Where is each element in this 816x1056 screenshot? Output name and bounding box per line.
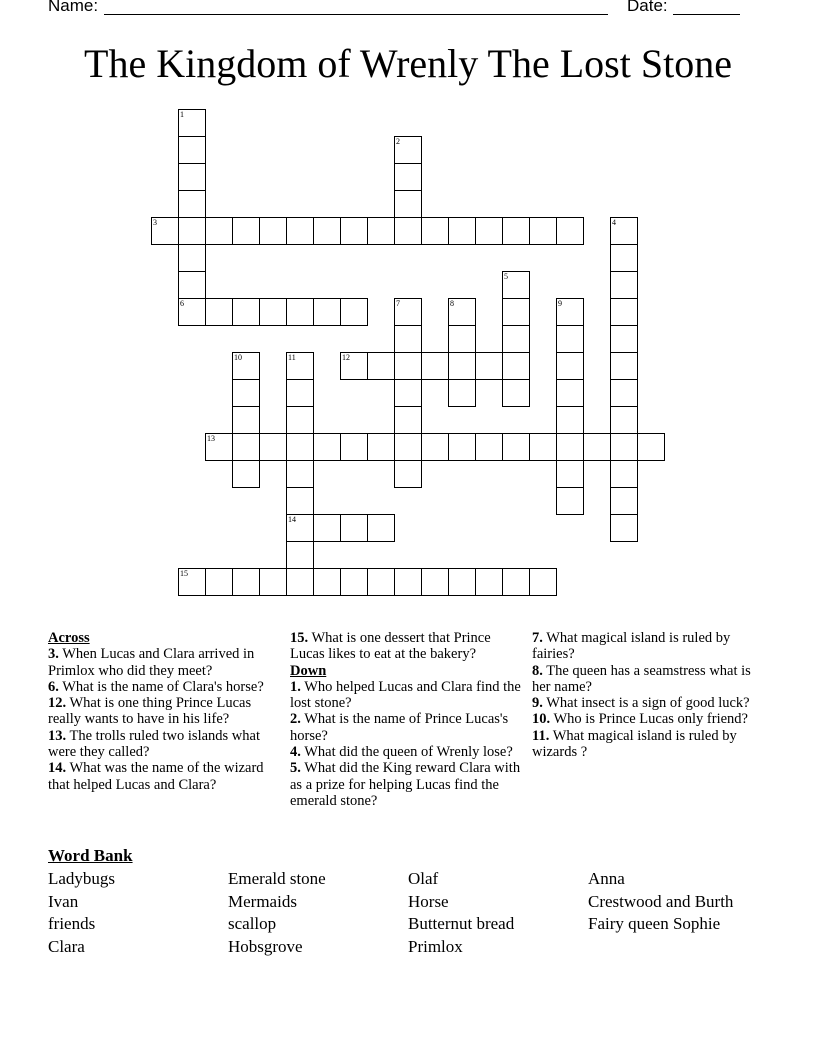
crossword-cell[interactable] [367,514,395,542]
clue-number: 6 [180,299,184,308]
crossword-cell[interactable] [421,217,449,245]
clue-down-4: 4. What did the queen of Wrenly lose? [290,744,513,761]
crossword-cell[interactable] [475,568,503,596]
crossword-cell[interactable] [286,406,314,434]
crossword-cell[interactable] [610,298,638,326]
crossword-cell[interactable] [502,217,530,245]
crossword-cell[interactable] [610,244,638,272]
crossword-cell[interactable] [502,568,530,596]
crossword-cell[interactable] [286,433,314,461]
clue-across-6: 6. What is the name of Clara's horse? [48,678,264,695]
page-title: The Kingdom of Wrenly The Lost Stone [84,41,732,86]
word-bank-word: Hobsgrove [228,937,303,956]
crossword-cell[interactable] [448,379,476,407]
crossword-cell[interactable] [556,352,584,380]
word-bank-word: Clara [48,937,85,956]
crossword-cell[interactable] [367,217,395,245]
crossword-cell[interactable] [610,514,638,542]
crossword-cell[interactable] [610,271,638,299]
crossword-cell[interactable] [286,568,314,596]
crossword-cell[interactable] [394,325,422,353]
crossword-cell[interactable] [529,433,557,461]
crossword-cell[interactable] [340,514,368,542]
crossword-cell[interactable] [502,379,530,407]
crossword-cell[interactable] [286,217,314,245]
clues-column-3 [532,630,770,760]
crossword-cell[interactable] [178,271,206,299]
clue-number: 11 [288,353,296,362]
clue-number: 13 [207,434,215,443]
crossword-cell[interactable] [556,379,584,407]
clue-down-8: 8. The queen has a seamstress what is her name? [532,662,751,695]
clues-column-1 [48,630,284,793]
crossword-cell[interactable] [448,433,476,461]
crossword-cell[interactable] [340,433,368,461]
word-bank-word: Anna [588,869,625,888]
crossword-cell[interactable] [367,352,395,380]
clue-number: 10 [234,353,242,362]
crossword-cell[interactable] [448,217,476,245]
word-bank-word: Crestwood and Burth [588,892,734,911]
crossword-cell[interactable] [502,352,530,380]
crossword-cell[interactable] [178,190,206,218]
clue-number: 9 [558,299,562,308]
crossword-cell[interactable] [286,487,314,515]
crossword-cell[interactable] [178,217,206,245]
crossword-cell[interactable] [340,217,368,245]
crossword-cell[interactable] [502,298,530,326]
crossword-cell[interactable] [232,568,260,596]
crossword-cell[interactable] [421,568,449,596]
clue-across-12: 12. What is one thing Prince Lucas really wants to have in his life? [48,695,252,728]
crossword-cell[interactable] [394,433,422,461]
clue-number: 1 [180,110,184,119]
clue-number: 8 [450,299,454,308]
crossword-cell[interactable] [232,217,260,245]
clue-across-14: 14. What was the name of the wizard that helped Lucas and Clara? [48,760,264,793]
crossword-cell[interactable] [394,379,422,407]
clue-down-7: 7. What magical island is ruled by fairies? [532,630,731,663]
name-label: Name: [48,0,99,15]
crossword-cell[interactable] [340,568,368,596]
word-bank-word: Mermaids [228,892,297,911]
crossword-cell[interactable] [205,568,233,596]
crossword-cell[interactable] [556,433,584,461]
crossword-cell[interactable] [232,298,260,326]
clue-down-5: 5. What did the King reward Clara with as a prize for helping Lucas find the emerald stone? [290,760,521,809]
word-bank-word: scallop [228,914,277,933]
crossword-cell[interactable] [232,433,260,461]
crossword-cell[interactable] [421,352,449,380]
crossword-cell[interactable] [502,325,530,353]
crossword-cell[interactable] [313,433,341,461]
crossword-cell[interactable] [259,217,287,245]
crossword-cell[interactable] [448,325,476,353]
crossword-cell[interactable] [286,379,314,407]
crossword-cell[interactable] [394,406,422,434]
crossword-cell[interactable] [637,433,665,461]
crossword-cell[interactable] [259,568,287,596]
crossword-cell[interactable] [178,136,206,164]
crossword-cell[interactable] [394,568,422,596]
clue-down-10: 10. Who is Prince Lucas only friend? [532,711,748,728]
crossword-cell[interactable] [232,460,260,488]
crossword-cell[interactable] [313,568,341,596]
clue-number: 3 [153,218,157,227]
word-bank-word: Olaf [408,869,439,888]
down-heading: Down [290,662,327,679]
crossword-cell[interactable] [502,433,530,461]
crossword-cell[interactable] [421,433,449,461]
word-bank-word: Horse [408,892,449,911]
clue-down-2: 2. What is the name of Prince Lucas's horse? [290,711,509,744]
clue-across-13: 13. The trolls ruled two islands what were they called? [48,727,260,761]
clue-across-15: 15. What is one dessert that Prince Lucas likes to eat at the bakery? [290,630,491,663]
crossword-cell[interactable] [610,487,638,515]
crossword-cell[interactable] [394,190,422,218]
clue-across-3: 3. When Lucas and Clara arrived in Primlox who did they meet? [48,646,255,679]
clue-down-11: 11. What magical island is ruled by wizards ? [532,727,737,761]
crossword-cell[interactable] [394,352,422,380]
clue-number: 15 [180,569,188,578]
across-heading: Across [48,630,90,646]
crossword-cell[interactable] [205,217,233,245]
crossword-cell[interactable] [394,217,422,245]
clue-number: 12 [342,353,350,362]
crossword-cell[interactable] [475,352,503,380]
crossword-cell[interactable] [286,298,314,326]
clue-number: 5 [504,272,508,281]
crossword-cell[interactable] [610,325,638,353]
crossword-cell[interactable] [529,217,557,245]
crossword-cell[interactable] [367,433,395,461]
word-bank-word: friends [48,914,96,933]
crossword-cell[interactable] [448,568,476,596]
word-bank-word: Ivan [48,892,79,911]
crossword-cell[interactable] [286,541,314,569]
crossword-cell[interactable] [259,298,287,326]
crossword-cell[interactable] [178,244,206,272]
clue-number: 7 [396,299,400,308]
crossword-cell[interactable] [205,298,233,326]
clue-down-1: 1. Who helped Lucas and Clara find the lost stone? [290,678,521,712]
clues-column-2 [290,630,526,809]
crossword-cell[interactable] [610,433,638,461]
clue-down-9: 9. What insect is a sign of good luck? [532,695,750,712]
crossword-cell[interactable] [286,460,314,488]
crossword-cell[interactable] [259,433,287,461]
crossword-cell[interactable] [394,163,422,191]
crossword-cell[interactable] [556,487,584,515]
crossword-cell[interactable] [610,460,638,488]
crossword-cell[interactable] [394,460,422,488]
crossword-cell[interactable] [556,325,584,353]
clue-number: 2 [396,137,400,146]
clue-number: 14 [288,515,296,524]
word-bank-word: Emerald stone [228,869,326,888]
crossword-cell[interactable] [610,352,638,380]
crossword-cell[interactable] [556,217,584,245]
crossword-cell[interactable] [475,433,503,461]
word-bank-title: Word Bank [48,846,133,865]
word-bank-word: Fairy queen Sophie [588,914,721,933]
crossword-cell[interactable] [232,379,260,407]
crossword-cell[interactable] [232,406,260,434]
word-bank-word: Butternut bread [408,914,515,933]
crossword-cell[interactable] [610,406,638,434]
crossword-cell[interactable] [583,433,611,461]
date-label: Date: [627,0,668,15]
word-bank-word: Ladybugs [48,869,116,888]
crossword-cell[interactable] [556,406,584,434]
crossword-cell[interactable] [367,568,395,596]
word-bank-word: Primlox [408,937,463,956]
crossword-cell[interactable] [475,217,503,245]
clue-number: 4 [612,218,616,227]
crossword-cell[interactable] [313,298,341,326]
crossword-cell[interactable] [313,514,341,542]
crossword-cell[interactable] [556,460,584,488]
crossword-cell[interactable] [340,298,368,326]
crossword-cell[interactable] [313,217,341,245]
crossword-cell[interactable] [529,568,557,596]
crossword-cell[interactable] [448,352,476,380]
crossword-cell[interactable] [610,379,638,407]
crossword-cell[interactable] [178,163,206,191]
